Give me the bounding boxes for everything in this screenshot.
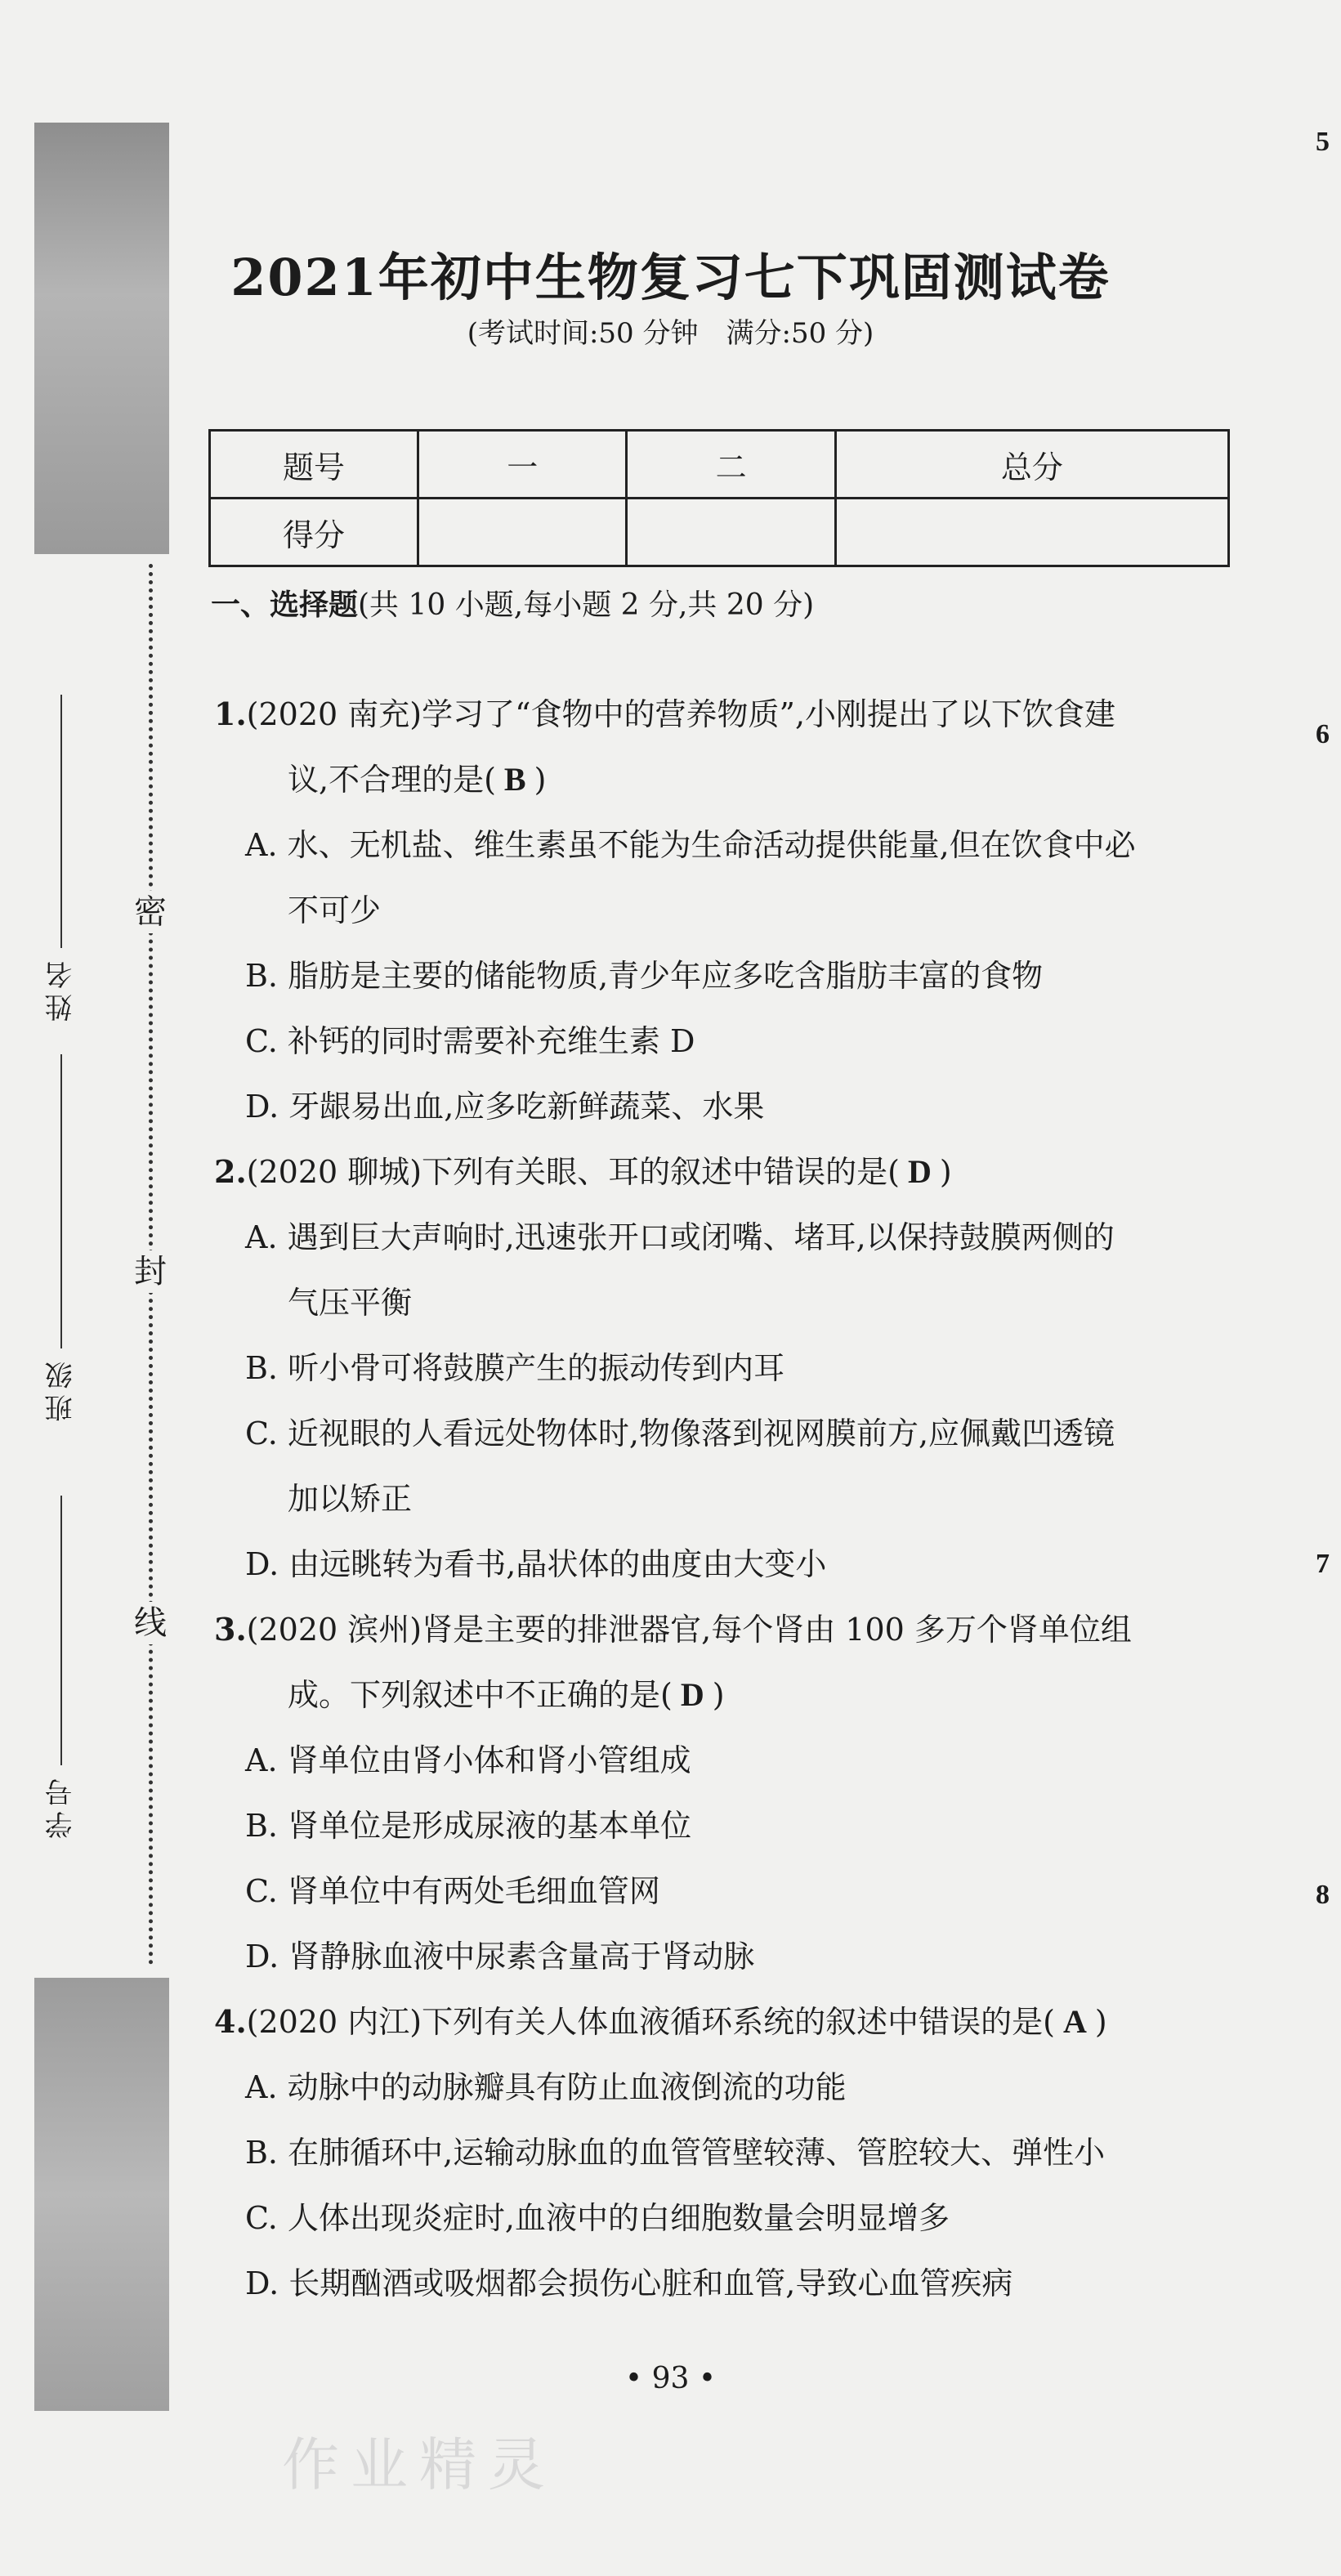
score-input-cell[interactable] (835, 499, 1228, 566)
question-number: 4. (214, 2003, 247, 2040)
score-table-score-row (210, 499, 1229, 566)
option-a-continued (245, 1270, 1242, 1335)
option-d: D. 由远眺转为看书,晶状体的曲度由大变小 (245, 1546, 827, 1582)
question-text: ) (712, 1677, 725, 1713)
question-1-stem (214, 682, 1240, 747)
right-margin-number: 6 (1316, 719, 1330, 749)
option-c: C. 肾单位中有两处毛细血管网 (245, 1873, 660, 1909)
question-number: 1. (214, 695, 247, 732)
answer-mark: D (907, 1153, 932, 1190)
score-table-header-row (210, 431, 1229, 499)
right-margin-number: 8 (1316, 1880, 1330, 1910)
option-b: B. 肾单位是形成尿液的基本单位 (245, 1808, 692, 1844)
seal-char-xian: 线 (129, 1602, 172, 1644)
score-input-cell[interactable] (418, 499, 627, 566)
right-margin-number: 5 (1316, 127, 1330, 157)
option-d: D. 长期酗酒或吸烟都会损伤心脏和血管,导致心血管疾病 (245, 2265, 1013, 2301)
seal-char-mi: 密 (129, 891, 172, 933)
class-field-line (60, 1054, 62, 1348)
score-cell: 一 (418, 431, 627, 499)
score-input-cell[interactable] (627, 499, 835, 566)
question-text: (2020 内江)下列有关人体血液循环系统的叙述中错误的是( (246, 2004, 1055, 2040)
score-table (208, 429, 1230, 567)
question-text: (2020 聊城)下列有关眼、耳的叙述中错误的是( (246, 1154, 900, 1190)
section-info: (共 10 小题,每小题 2 分,共 20 分) (358, 588, 815, 622)
option-d: D. 肾静脉血液中尿素含量高于肾动脉 (245, 1939, 755, 1974)
student-id-field-line (60, 1496, 62, 1765)
student-id-field-label: 学号 (45, 1773, 78, 1839)
option-c: C. 补钙的同时需要补充维生素 D (245, 1023, 695, 1059)
class-field[interactable] (41, 1054, 81, 1422)
exam-title: 2021年初中生物复习七下巩固测试卷 (230, 248, 1111, 307)
question-1-stem-line2 (214, 747, 1240, 812)
question-text: (2020 南充)学习了“食物中的营养物质”,小刚提出了以下饮食建 (246, 696, 1116, 732)
option-d: D. 牙龈易出血,应多吃新鲜蔬菜、水果 (245, 1089, 765, 1125)
option-c: C. 人体出现炎症时,血液中的白细胞数量会明显增多 (245, 2200, 950, 2236)
option-a: A. 动脉中的动脉瓣具有防止血液倒流的功能 (245, 2069, 847, 2105)
name-field-label: 姓名 (45, 956, 78, 1022)
question-text: ) (939, 1154, 952, 1190)
option-b: B. 在肺循环中,运输动脉血的血管管壁较薄、管腔较大、弹性小 (245, 2135, 1106, 2171)
score-cell: 得分 (210, 499, 418, 566)
name-field-line (60, 695, 62, 948)
page-number: • 93 • (624, 2362, 717, 2395)
question-text: (2020 滨州)肾是主要的排泄器官,每个肾由 100 多万个肾单位组 (246, 1612, 1132, 1648)
question-text: ) (1094, 2004, 1107, 2040)
question-text: ) (534, 762, 547, 798)
name-field[interactable] (41, 695, 81, 1022)
answer-mark: A (1062, 2003, 1087, 2040)
watermark: 作业精灵 (282, 2431, 557, 2498)
question-number: 3. (214, 1611, 247, 1648)
question-text: 议,不合理的是( (288, 762, 496, 798)
question-3-stem-line2 (214, 1662, 1240, 1728)
question-number: 2. (214, 1153, 247, 1190)
section-label: 一、选择题 (211, 588, 359, 622)
binding-margin-shade-bottom (34, 1978, 169, 2411)
question-text: 成。下列叙述中不正确的是( (288, 1677, 673, 1713)
score-cell: 题号 (210, 431, 418, 499)
option-a: A. 肾单位由肾小体和肾小管组成 (245, 1742, 691, 1778)
answer-mark: D (680, 1676, 704, 1713)
option-text: 气压平衡 (288, 1285, 413, 1321)
option-a: A. 遇到巨大声响时,迅速张开口或闭嘴、堵耳,以保持鼓膜两侧的 (245, 1219, 1115, 1255)
answer-mark: B (503, 761, 526, 798)
option-b: B. 脂肪是主要的储能物质,青少年应多吃含脂肪丰富的食物 (245, 958, 1044, 994)
option-text: 不可少 (288, 892, 382, 928)
question-2-stem (214, 1139, 1240, 1205)
question-4-stem (214, 1989, 1240, 2055)
seal-char-feng: 封 (129, 1250, 172, 1293)
option-c: C. 近视眼的人看远处物体时,物像落到视网膜前方,应佩戴凹透镜 (245, 1415, 1115, 1451)
option-a: A. 水、无机盐、维生素虽不能为生命活动提供能量,但在饮食中必 (245, 827, 1136, 863)
score-cell: 二 (627, 431, 835, 499)
question-3-stem (214, 1597, 1240, 1662)
option-b: B. 听小骨可将鼓膜产生的振动传到内耳 (245, 1350, 785, 1386)
class-field-label: 班级 (45, 1357, 78, 1422)
option-c-continued (245, 1466, 1242, 1532)
section-heading (211, 582, 814, 624)
option-a-continued (245, 878, 1242, 943)
score-cell: 总分 (835, 431, 1228, 499)
option-text: 加以矫正 (288, 1481, 413, 1517)
exam-subtitle: (考试时间:50 分钟 满分:50 分) (467, 317, 874, 350)
right-margin-number: 7 (1316, 1549, 1330, 1579)
student-id-field[interactable] (41, 1496, 81, 1839)
